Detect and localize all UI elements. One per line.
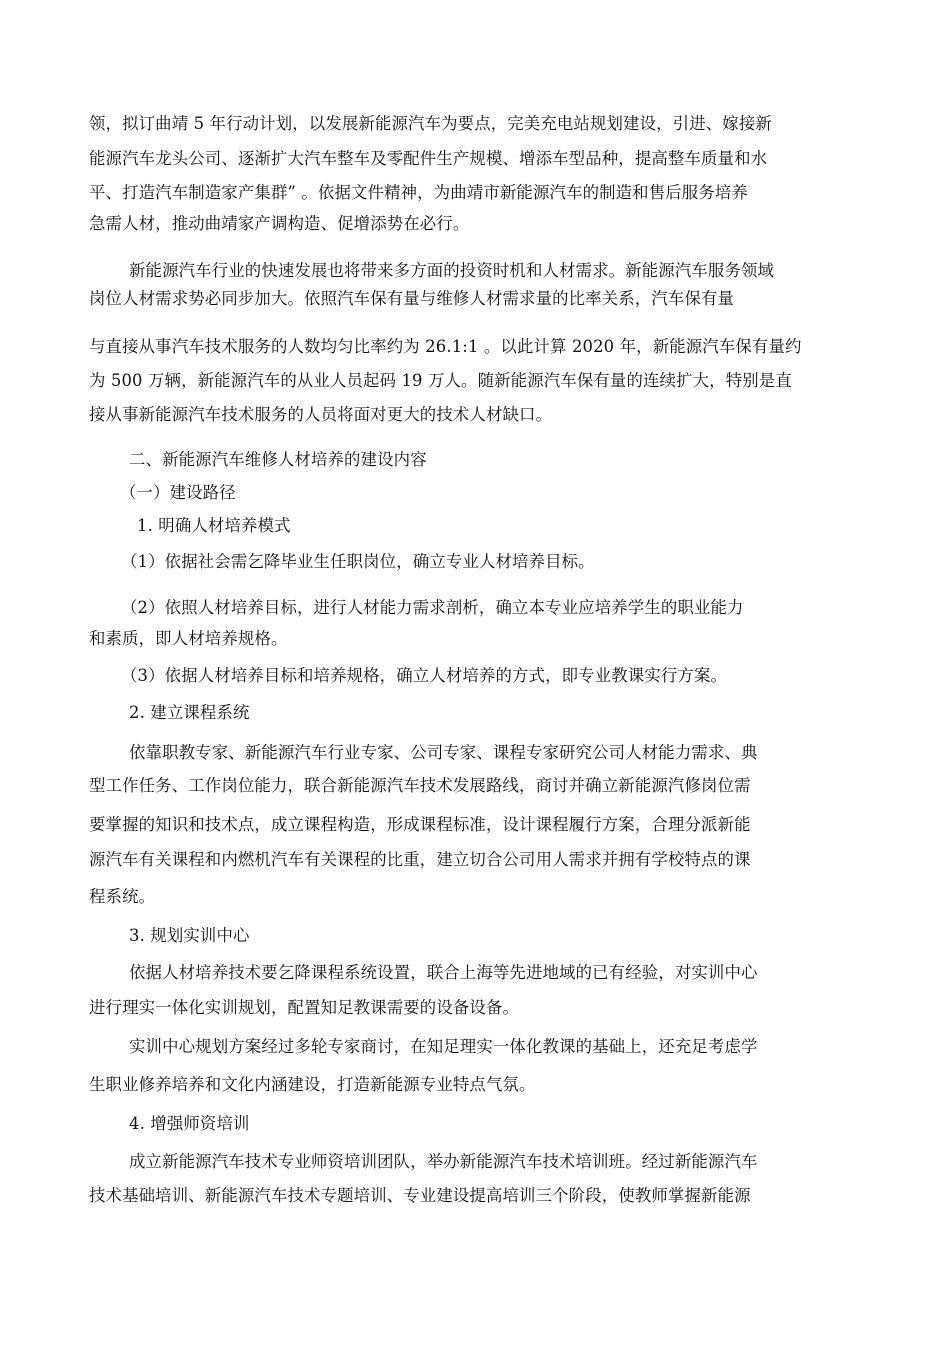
- item-heading: 1. 明确人材培养模式: [137, 516, 291, 535]
- text-line: 程系统。: [89, 887, 156, 906]
- text-line: 要掌握的知识和技术点，成立课程构造，形成课程标准，设计课程履行方案，合理分派新能: [89, 815, 751, 834]
- text-line: 接从事新能源汽车技术服务的人员将面对更大的技术人材缺口。: [89, 405, 553, 424]
- text-line: 进行理实一体化实训规划，配置知足教课需要的设备设备。: [89, 998, 520, 1017]
- text-line: 成立新能源汽车技术专业师资培训团队，举办新能源汽车技术培训班。经过新能源汽车: [129, 1152, 758, 1171]
- text-line: 实训中心规划方案经过多轮专家商讨，在知足理实一体化教课的基础上，还充足考虑学: [129, 1037, 758, 1056]
- item-heading: 4. 增强师资培训: [129, 1114, 250, 1133]
- item-heading: 2. 建立课程系统: [129, 703, 250, 722]
- text-line: 与直接从事汽车技术服务的人数均匀比率约为 26.1:1 。以此计算 2020 年，新能源汽车保有量约: [89, 337, 802, 356]
- text-line: 和素质，即人材培养规格。: [89, 629, 288, 648]
- item-heading: 3. 规划实训中心: [129, 926, 250, 945]
- text-line: （3）依据人材培养目标和培养规格，确立人材培养的方式，即专业教课实行方案。: [121, 666, 728, 685]
- text-line: 生职业修养培养和文化内涵建设，打造新能源专业特点气氛。: [89, 1075, 536, 1094]
- text-line: 技术基础培训、新能源汽车技术专题培训、专业建设提高培训三个阶段，使教师掌握新能源: [89, 1186, 751, 1205]
- text-line: 领，拟订曲靖 5 年行动计划，以发展新能源汽车为要点，完美充电站规划建设，引进、嫁接新: [89, 114, 772, 133]
- text-line: 源汽车有关课程和内燃机汽车有关课程的比重，建立切合公司用人需求并拥有学校特点的课: [89, 850, 751, 869]
- section-heading: 二、新能源汽车维修人材培养的建设内容: [129, 450, 427, 469]
- text-line: 平、打造汽车制造家产集群” 。依据文件精神，为曲靖市新能源汽车的制造和售后服务培养: [89, 183, 748, 202]
- text-line: 新能源汽车行业的快速发展也将带来多方面的投资时机和人材需求。新能源汽车服务领域: [129, 261, 775, 280]
- text-line: 依靠职教专家、新能源汽车行业专家、公司专家、课程专家研究公司人材能力需求、典: [129, 743, 758, 762]
- text-line: 依据人材培养技术要乞降课程系统设置，联合上海等先进地域的已有经验，对实训中心: [129, 963, 758, 982]
- text-line: 急需人材，推动曲靖家产调构造、促增添势在必行。: [89, 214, 470, 233]
- text-line: （2）依照人材培养目标，进行人材能力需求剖析，确立本专业应培养学生的职业能力: [121, 598, 744, 617]
- text-line: 能源汽车龙头公司、逐渐扩大汽车整车及零配件生产规模、增添车型品种，提高整车质量和水: [89, 149, 768, 168]
- text-line: （1）依据社会需乞降毕业生任职岗位，确立专业人材培养目标。: [121, 552, 595, 571]
- text-line: 岗位人材需求势必同步加大。依照汽车保有量与维修人材需求量的比率关系，汽车保有量: [89, 289, 735, 308]
- text-line: 型工作任务、工作岗位能力，联合新能源汽车技术发展路线，商讨并确立新能源汽修岗位需: [89, 776, 751, 795]
- subsection-heading: （一）建设路径: [120, 483, 236, 502]
- text-line: 为 500 万辆，新能源汽车的从业人员起码 19 万人。随新能源汽车保有量的连续扩大，特别是直: [89, 371, 792, 390]
